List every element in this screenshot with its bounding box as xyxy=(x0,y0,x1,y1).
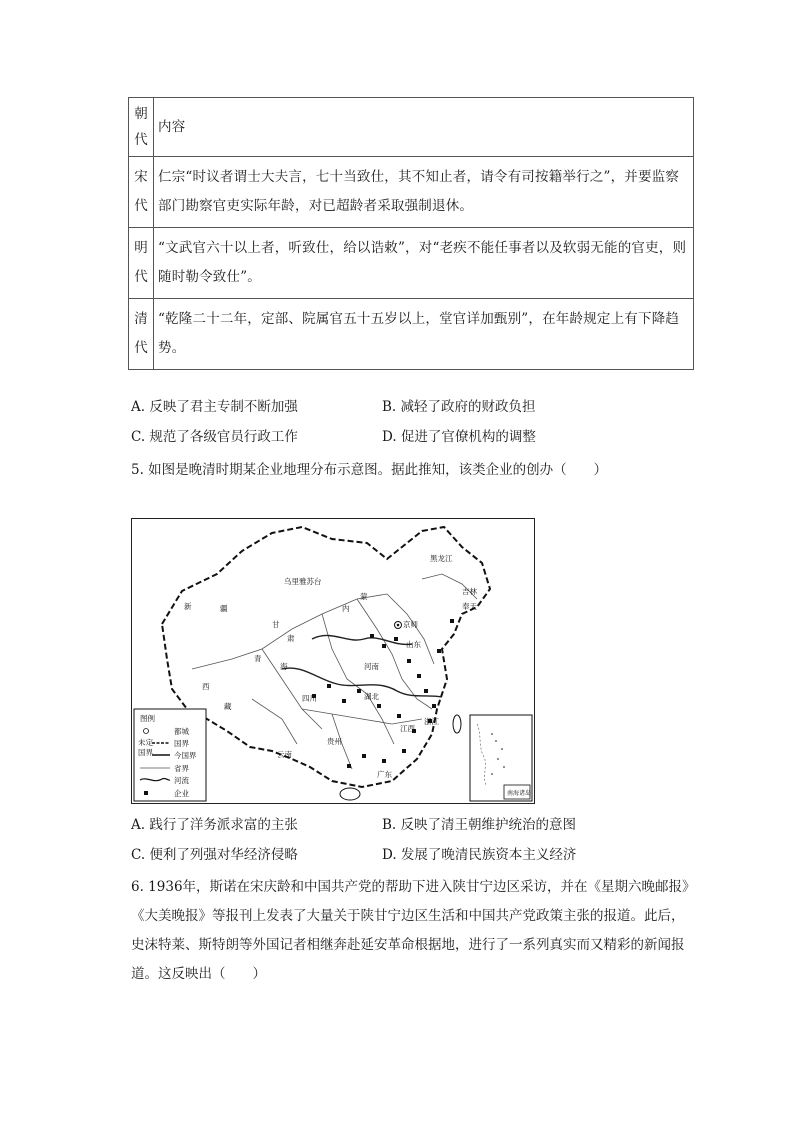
legend-item: 河流 xyxy=(174,776,189,785)
header-dynasty: 朝代 xyxy=(134,106,148,148)
q5-option-a[interactable]: A. 践行了洋务派求富的主张 xyxy=(131,817,298,833)
map-label: 河南 xyxy=(364,662,379,671)
table-header-row xyxy=(129,98,694,157)
enterprise-mark xyxy=(370,634,374,638)
legend-item: 国界 xyxy=(174,739,189,748)
row-content-ming: “文武官六十以上者，听致仕，给以诰敕”，对“老疾不能任事者以及软弱无能的官吏，则随时勒令致仕”。 xyxy=(158,240,687,285)
map-label: 湖北 xyxy=(364,692,379,701)
row-dynasty-cell xyxy=(129,299,154,370)
nanhai-inset xyxy=(470,715,532,801)
map-label: 藏 xyxy=(224,702,232,711)
header-content: 内容 xyxy=(158,118,186,135)
map-label: 四川 xyxy=(302,694,317,703)
map-label: 江西 xyxy=(400,724,415,733)
national-border xyxy=(162,527,490,787)
header-dynasty-cell xyxy=(129,98,154,157)
legend-item: 今国界 xyxy=(174,751,197,760)
q6-stem: 6. 1936年，斯诺在宋庆龄和中国共产党的帮助下进入陕甘宁边区采访，并在《星期六晚邮报》《大美晚报》等报刊上发表了大量关于陕甘宁边区生活和中国共产党政策主张的报道。此后，史沫特莱、斯特朗等外国记者相继奔赴延安革命根据地，进行了一系列真实而又精彩的新闻报道。这反映出（ ） xyxy=(131,879,689,982)
enterprise-mark xyxy=(424,689,428,693)
row-content-cell xyxy=(154,157,694,228)
enterprise-mark xyxy=(342,699,346,703)
map-label: 南海诸岛 xyxy=(507,790,532,797)
dynasty-table xyxy=(128,97,694,370)
enterprise-mark xyxy=(397,714,401,718)
table-row xyxy=(129,228,694,299)
map-label: 内 xyxy=(342,604,350,613)
q4-option-c[interactable]: C. 规范了各级官员行政工作 xyxy=(131,429,298,445)
hainan-island xyxy=(340,788,360,800)
enterprise-mark xyxy=(437,649,441,653)
enterprise-mark xyxy=(450,619,454,623)
map-label: 奉天 xyxy=(462,602,477,611)
taiwan-island xyxy=(453,715,461,733)
row-content-cell xyxy=(154,228,694,299)
map-label: 贵州 xyxy=(327,737,342,746)
map-label: 黑龙江 xyxy=(430,554,453,563)
enterprise-mark xyxy=(417,674,421,678)
enterprise-mark xyxy=(347,764,351,768)
map-label: 新 xyxy=(184,602,192,611)
table-row xyxy=(129,299,694,370)
map-label: 广东 xyxy=(377,770,392,779)
q4-option-b[interactable]: B. 减轻了政府的财政负担 xyxy=(382,399,536,415)
enterprise-mark xyxy=(407,659,411,663)
row-content-cell xyxy=(154,299,694,370)
map-label: 云南 xyxy=(277,750,292,759)
row-content-song: 仁宗“时议者谓士大夫言，七十当致仕，其不知止者，请令有司按籍举行之”，并要监察部门勘察官吏实际年龄，对已超龄者采取强制退休。 xyxy=(158,169,680,214)
map-label: 乌里雅苏台 xyxy=(284,577,322,586)
row-content-qing: “乾隆二十二年，定部、院属官五十五岁以上，堂官详加甄别”，在年龄规定上有下降趋势。 xyxy=(158,311,680,356)
enterprise-mark xyxy=(394,637,398,641)
map-label: 甘 xyxy=(272,620,280,629)
legend-item: 企业 xyxy=(174,789,189,798)
enterprise-mark xyxy=(432,704,436,708)
map-label: 海 xyxy=(280,662,288,671)
legend-item: 都城 xyxy=(174,727,189,736)
map-label: 疆 xyxy=(220,604,228,613)
q5-option-b[interactable]: B. 反映了清王朝维护统治的意图 xyxy=(382,817,577,833)
q5-stem: 5. 如图是晚清时期某企业地理分布示意图。据此推知，该类企业的创办（ ） xyxy=(131,462,608,478)
map-label: 京师 xyxy=(403,620,418,629)
late-qing-enterprise-map xyxy=(131,518,535,804)
enterprise-mark xyxy=(362,754,366,758)
map-legend xyxy=(134,709,206,801)
map-label: 西 xyxy=(202,682,210,691)
map-label: 山东 xyxy=(406,640,421,649)
map-label: 吉林 xyxy=(462,587,477,596)
map-label: 肃 xyxy=(287,634,295,643)
map-label: 青 xyxy=(254,654,262,663)
legend-title: 图例 xyxy=(140,714,155,723)
map-label: 浙江 xyxy=(424,717,439,726)
legend-sub: 未定 xyxy=(138,738,153,747)
q5-option-d[interactable]: D. 发展了晚清民族资本主义经济 xyxy=(382,847,577,863)
enterprise-mark xyxy=(377,704,381,708)
row-dynasty-ming: 明代 xyxy=(134,240,148,285)
enterprise-mark xyxy=(402,749,406,753)
enterprise-mark xyxy=(327,684,331,688)
q4-option-a[interactable]: A. 反映了君主专制不断加强 xyxy=(131,399,298,415)
map-label: 蒙 xyxy=(360,592,368,601)
enterprise-mark xyxy=(382,759,386,763)
row-dynasty-cell xyxy=(129,228,154,299)
q5-option-c[interactable]: C. 便利了列强对华经济侵略 xyxy=(131,847,298,863)
china-map-svg xyxy=(132,519,534,803)
q4-option-d[interactable]: D. 促进了官僚机构的调整 xyxy=(382,429,536,445)
legend-sub: 国界 xyxy=(138,748,153,757)
row-dynasty-cell xyxy=(129,157,154,228)
enterprise-mark xyxy=(382,644,386,648)
header-content-cell xyxy=(154,98,694,157)
enterprise-mark xyxy=(357,689,361,693)
table-row xyxy=(129,157,694,228)
row-dynasty-song: 宋代 xyxy=(134,169,148,214)
legend-item: 省界 xyxy=(174,764,189,773)
row-dynasty-qing: 清代 xyxy=(134,311,148,356)
